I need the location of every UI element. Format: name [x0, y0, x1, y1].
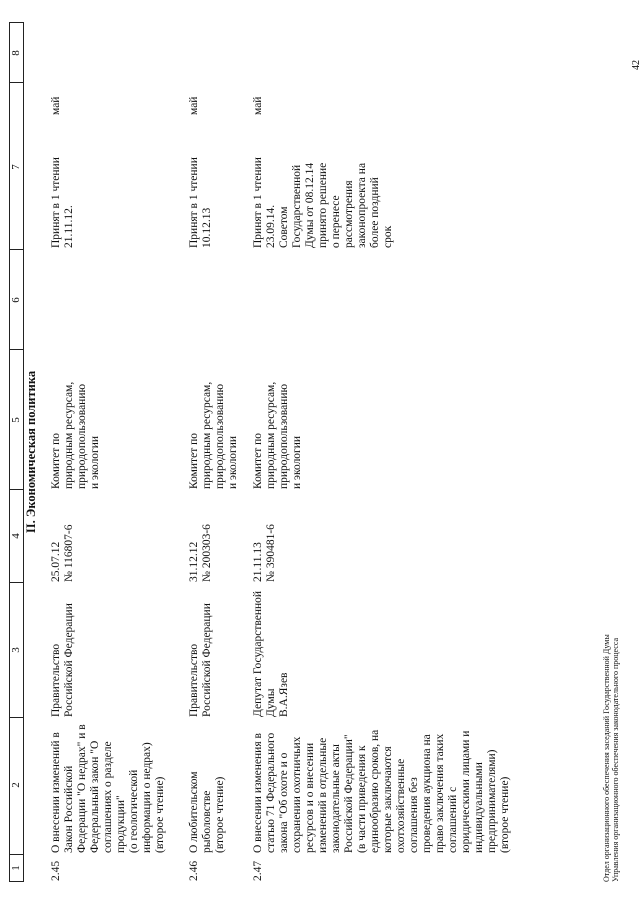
column-number-8: 8	[10, 50, 22, 56]
row-committee: Комитет по природным ресурсам, природопользованию и экологии	[188, 381, 239, 489]
page-number: 42	[631, 60, 642, 70]
col-divider	[9, 489, 24, 490]
column-number-6: 6	[10, 297, 22, 303]
column-number-4: 4	[10, 533, 22, 539]
row-committee: Комитет по природным ресурсам, природопользованию и экологии	[50, 381, 101, 489]
col-divider	[9, 854, 24, 855]
row-month: май	[50, 96, 62, 115]
row-status: Принят в 1 чтении 23.09.14. Советом Государственной Думы от 08.12.14 принято решение о перенесе рассмотрения законопроекта на более поздний срок	[252, 157, 394, 248]
col-divider	[9, 881, 24, 882]
footer-department: Отдел организационного обеспечения заседаний Государственной Думы	[602, 634, 611, 882]
table-top-border	[9, 22, 10, 882]
footer-division: Управления организационного обеспечения законодательного процесса	[611, 637, 620, 882]
col-divider	[9, 22, 24, 23]
row-registration: 21.11.13 № 390481-6	[252, 524, 277, 582]
row-initiator: Депутат Государственной Думы В.А.Язев	[252, 590, 290, 717]
row-month: май	[188, 96, 200, 115]
row-number: 2.46	[188, 860, 200, 881]
column-number-2: 2	[10, 782, 22, 788]
col-divider	[9, 717, 24, 718]
row-committee: Комитет по природным ресурсам, природопользованию и экологии	[252, 381, 303, 489]
row-initiator: Правительство Российской Федерации	[188, 603, 213, 717]
column-number-7: 7	[10, 164, 22, 170]
column-number-3: 3	[10, 647, 22, 653]
row-number: 2.47	[252, 860, 264, 881]
row-initiator: Правительство Российской Федерации	[50, 603, 75, 717]
row-title: О внесении изменения в статью 71 Федерального закона "Об охоте и о сохранении охотничьих ресурсов и о внесении изменений в отдельные законодательные акты Российской Федерации" (в части приведения к единообразию сроков, на которые заключаются охотхозяйственные соглашения без проведения аукциона на право заключения таких соглашений с юридическими лицами и индивидуальными предпринимателями) (второе чтение)	[252, 729, 511, 853]
row-registration: 31.12.12 № 200303-6	[188, 524, 213, 582]
row-month: май	[252, 96, 264, 115]
row-title: О любительском рыболовстве (второе чтение)	[188, 771, 226, 853]
col-divider	[9, 349, 24, 350]
row-status: Принят в 1 чтении 10.12.13	[188, 157, 213, 248]
row-registration: 25.07.12 № 116807-6	[50, 524, 75, 582]
column-number-5: 5	[10, 417, 22, 423]
column-number-1: 1	[10, 865, 22, 871]
row-title: О внесении изменений в Закон Российской Федерации "О недрах" и в Федеральный закон "О соглашениях о разделе продукции" (о геологической информации о недрах) (второе чтение)	[50, 724, 166, 853]
row-number: 2.45	[50, 860, 62, 881]
section-title: II. Экономическая политика	[24, 370, 38, 534]
col-divider	[9, 249, 24, 250]
row-status: Принят в 1 чтении 21.11.12.	[50, 157, 75, 248]
col-divider	[9, 582, 24, 583]
col-divider	[9, 82, 24, 83]
